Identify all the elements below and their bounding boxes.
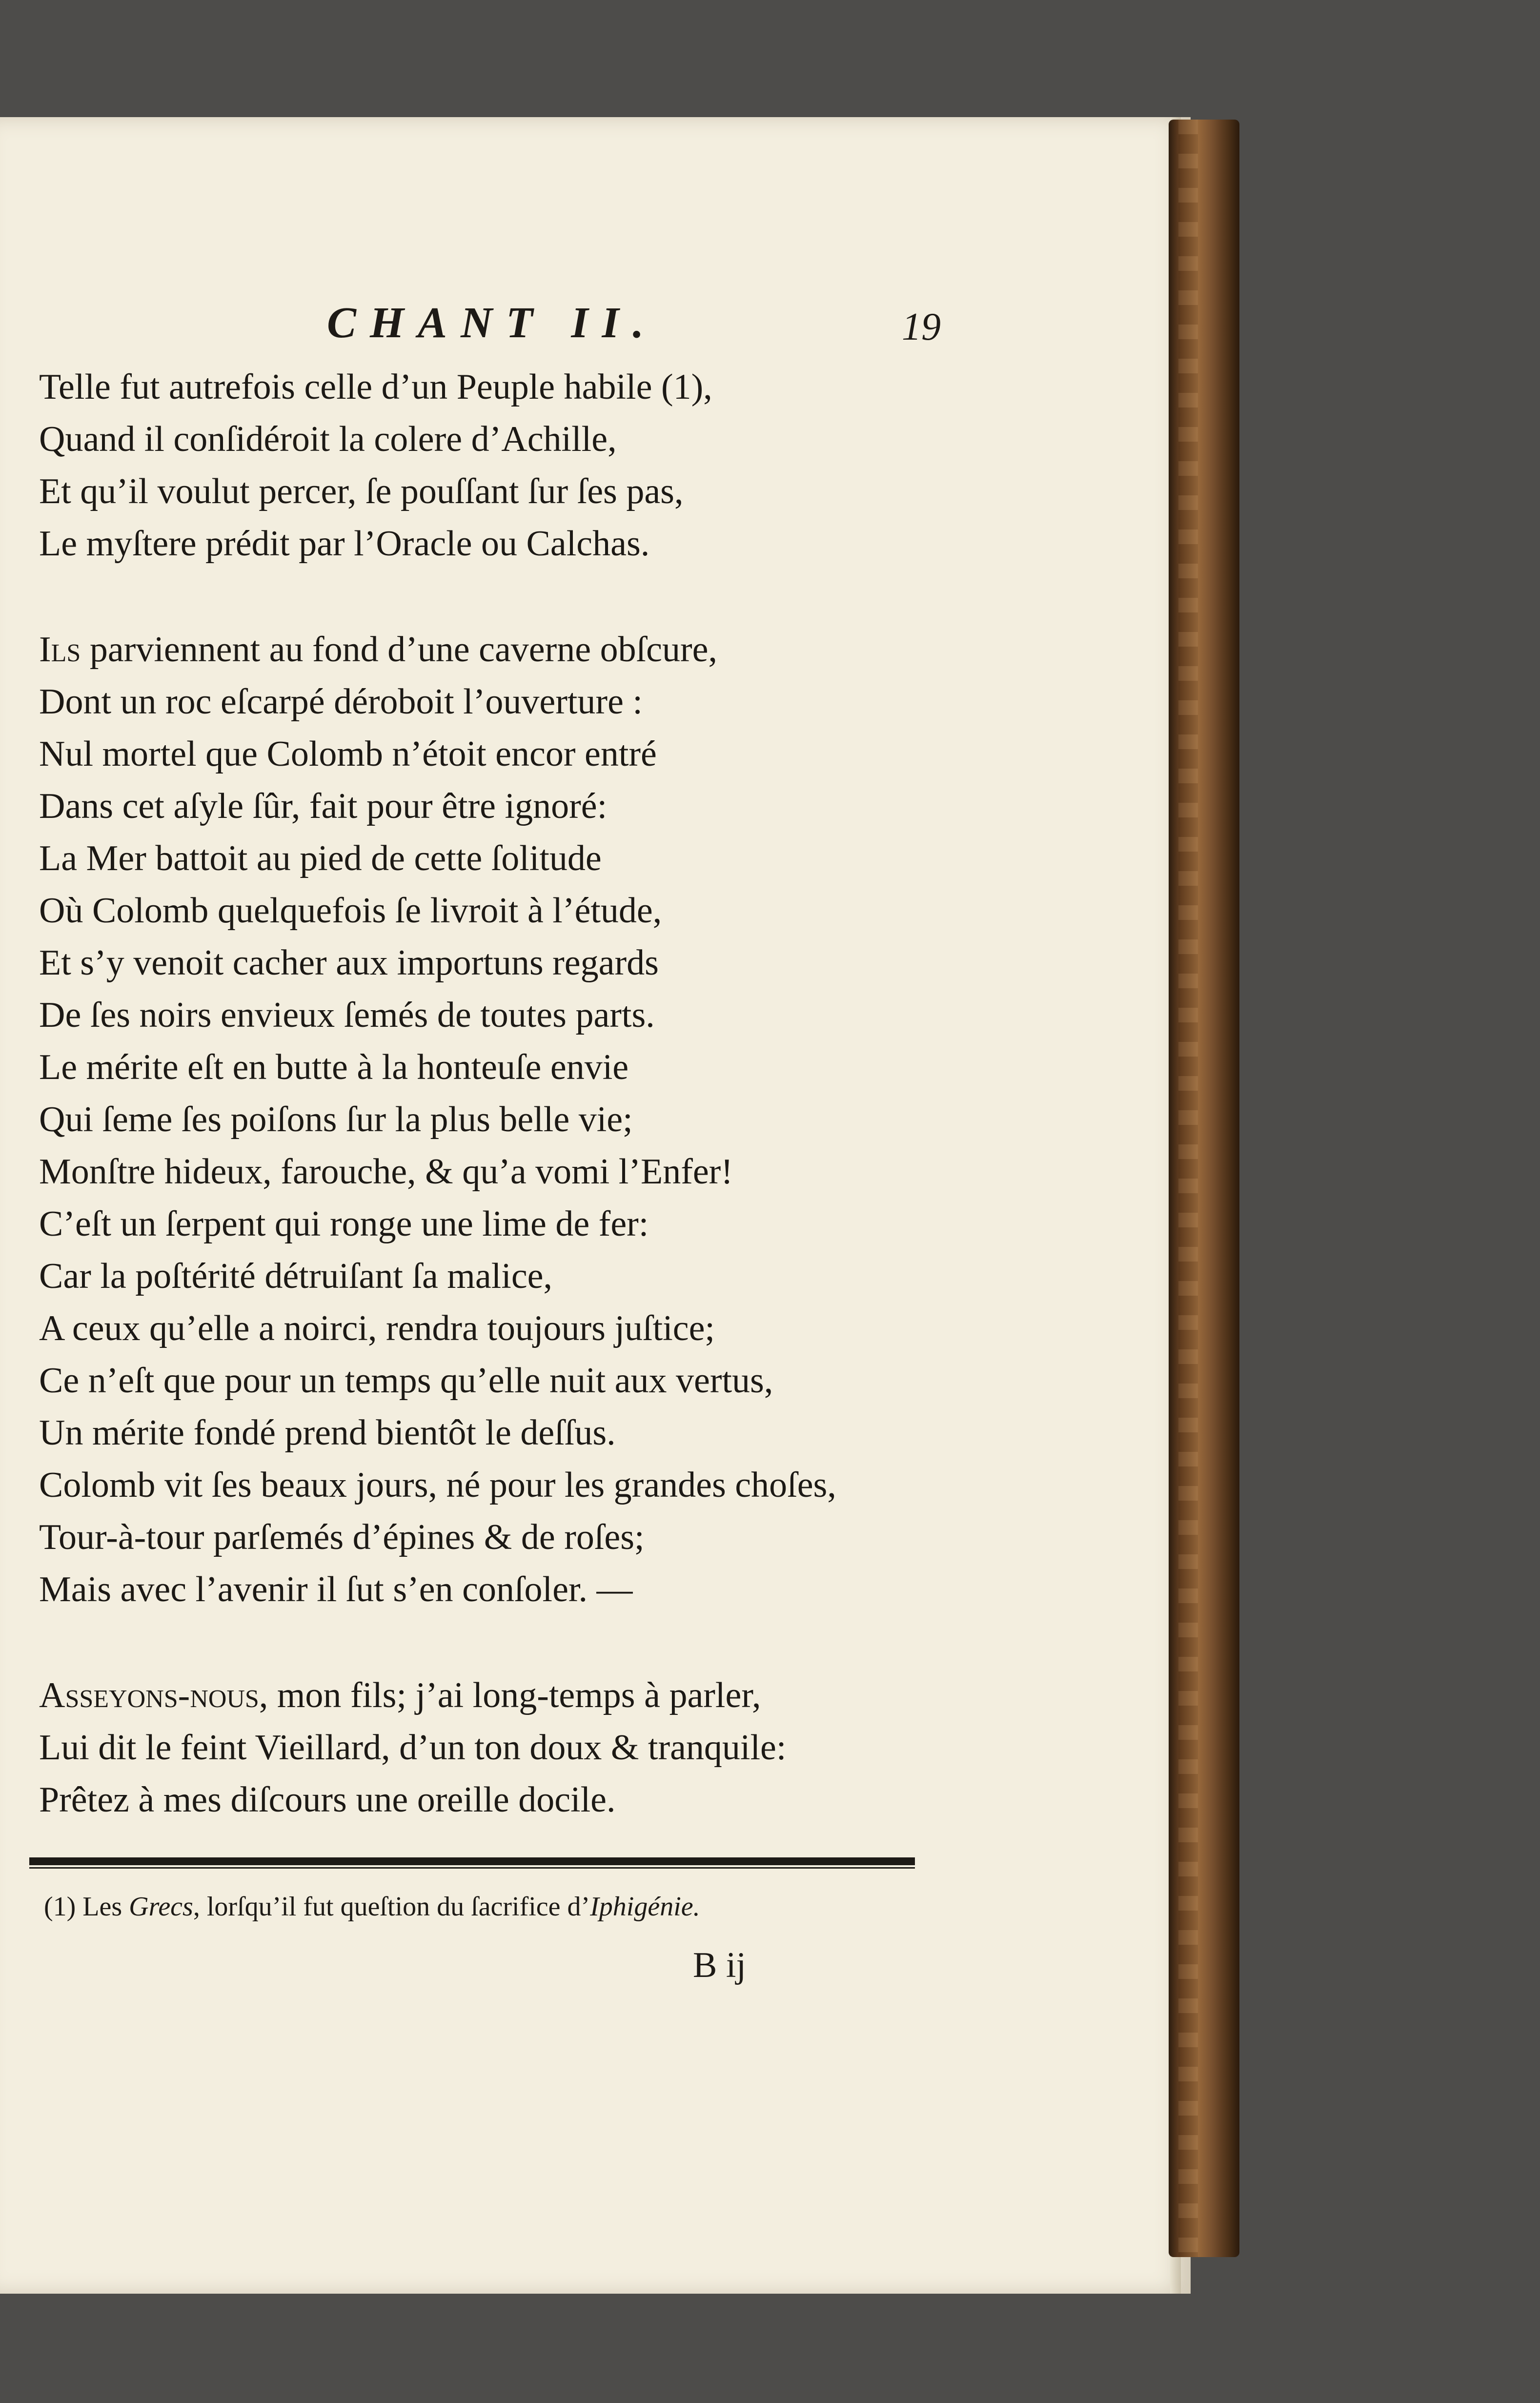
verse-line: Car la poſtérité détruiſant ſa malice, — [39, 1256, 553, 1296]
verse-line: Et qu’il voulut percer, ſe pouſſant ſur ſes pas, — [39, 471, 684, 511]
verse-line-rest: parviennent au fond d’une caverne obſcure, — [81, 630, 718, 670]
verse-line: Colomb vit ſes beaux jours, né pour les grandes choſes, — [39, 1465, 836, 1505]
footnote-italic: Iphigénie. — [590, 1892, 700, 1922]
verse-line: Où Colomb quelquefois ſe livroit à l’étude, — [39, 891, 662, 931]
stanza-lead: Asseyons-nous, — [39, 1675, 268, 1715]
verse-line: Monſtre hideux, farouche, & qu’a vomi l’Enfer! — [39, 1152, 733, 1192]
verse-line: C’eſt un ſerpent qui ronge une lime de fer: — [39, 1204, 649, 1244]
verse-line: La Mer battoit au pied de cette ſolitude — [39, 838, 602, 878]
verse-line: Prêtez à mes diſcours une oreille docile. — [39, 1780, 616, 1820]
verse-line: Qui ſeme ſes poiſons ſur la plus belle vie; — [39, 1100, 633, 1140]
footnote-italic: Grecs — [129, 1892, 193, 1922]
verse-line: Dont un roc eſcarpé déroboit l’ouverture : — [39, 682, 643, 722]
verse-line: Un mérite fondé prend bientôt le deſſus. — [39, 1413, 616, 1453]
footnote — [44, 1891, 971, 1922]
poem-text — [39, 361, 1034, 1880]
verse-line: De ſes noirs envieux ſemés de toutes parts. — [39, 995, 655, 1035]
verse-line — [39, 624, 1034, 676]
page-number: 19 — [902, 305, 941, 348]
stanza-2 — [39, 624, 1034, 1616]
verse-line: Le myſtere prédit par l’Oracle ou Calchas. — [39, 524, 650, 564]
footnote-marker: (1) Les — [44, 1892, 122, 1922]
book-spine — [1169, 120, 1239, 2257]
verse-line: Et s’y venoit cacher aux importuns regards — [39, 943, 659, 983]
running-head: CHANT II. — [327, 299, 658, 347]
signature-mark: B ij — [693, 1945, 746, 1985]
verse-line: A ceux qu’elle a noirci, rendra toujours juſtice; — [39, 1308, 715, 1348]
verse-line: Telle fut autrefois celle d’un Peuple habile (1), — [39, 367, 712, 407]
stanza-1 — [39, 361, 1034, 570]
verse-line: Tour-à-tour parſemés d’épines & de roſes; — [39, 1517, 645, 1557]
verse-line: Ce n’eſt que pour un temps qu’elle nuit aux vertus, — [39, 1361, 773, 1401]
verse-line-rest: mon fils; j’ai long-temps à parler, — [268, 1675, 761, 1715]
footnote-text: , lorſqu’il fut queſtion du ſacrifice d’ — [193, 1892, 590, 1922]
stanza-3 — [39, 1670, 1034, 1826]
verse-line: Mais avec l’avenir il ſut s’en conſoler. — — [39, 1569, 633, 1609]
verse-line: Dans cet aſyle ſûr, fait pour être ignoré: — [39, 786, 608, 826]
verse-line: Nul mortel que Colomb n’étoit encor entré — [39, 734, 657, 774]
verse-line: Lui dit le feint Vieillard, d’un ton doux & tranquile: — [39, 1728, 787, 1768]
footnote-rule — [29, 1857, 915, 1865]
stanza-lead: Ils — [39, 630, 81, 670]
verse-line: Le mérite eſt en butte à la honteuſe envie — [39, 1047, 629, 1087]
verse-line — [39, 1670, 1034, 1722]
verse-line: Quand il conſidéroit la colere d’Achille, — [39, 419, 617, 459]
